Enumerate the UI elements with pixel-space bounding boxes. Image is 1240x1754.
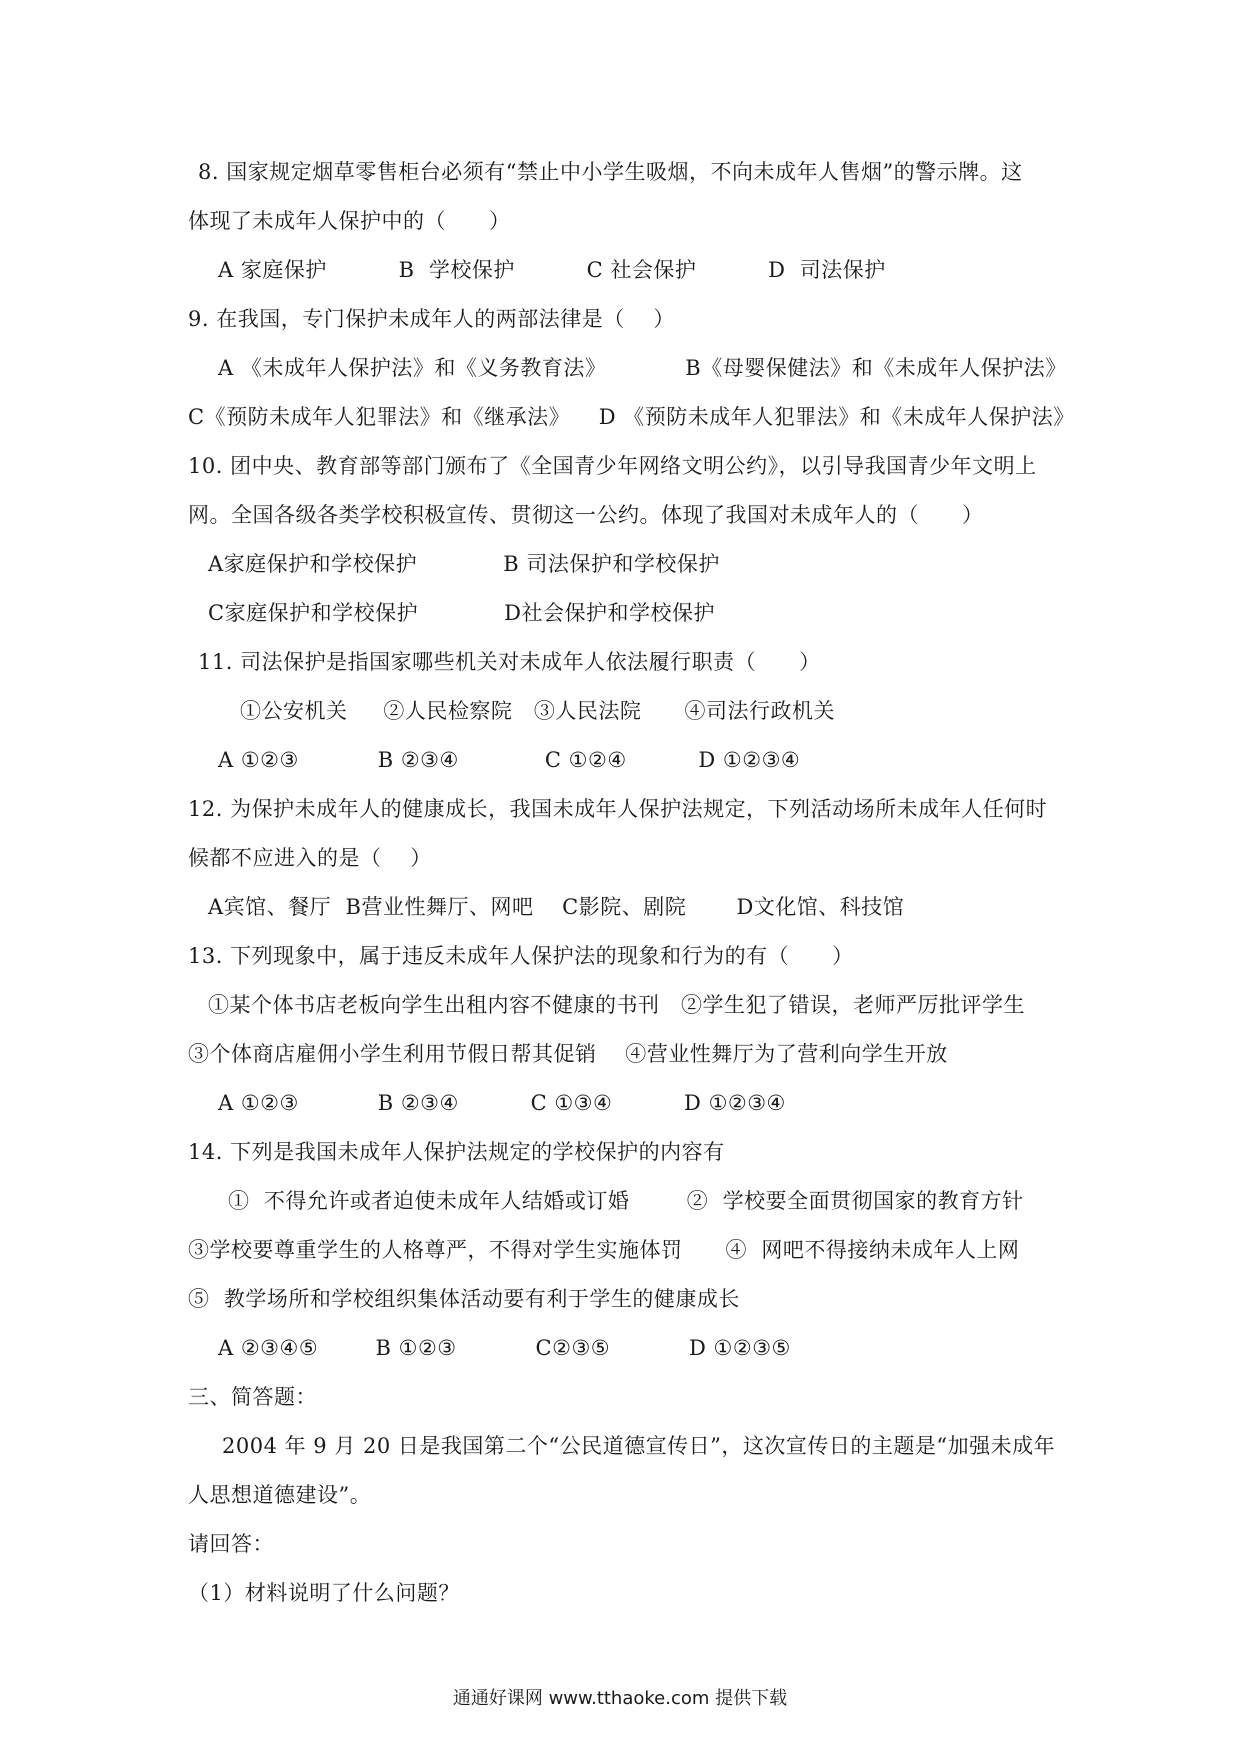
q14-items-line1: ① 不得允许或者迫使未成年人结婚或订婚 ② 学校要全面贯彻国家的教育方针 <box>228 1189 1024 1213</box>
q8-stem-line1: 8. 国家规定烟草零售柜台必须有“禁止中小学生吸烟，不向未成年人售烟”的警示牌。这 <box>198 160 1023 184</box>
q10-options-line2: C家庭保护和学校保护 D社会保护和学校保护 <box>208 601 716 625</box>
material-line1: 2004 年 9 月 20 日是我国第二个“公民道德宣传日”，这次宣传日的主题是“加强未成年 <box>222 1434 1056 1458</box>
q14-items-line3: ⑤ 教学场所和学校组织集体活动要有利于学生的健康成长 <box>188 1287 740 1311</box>
q13-items-line1: ①某个体书店老板向学生出租内容不健康的书刊 ②学生犯了错误，老师严厉批评学生 <box>208 993 1026 1017</box>
q13-stem: 13. 下列现象中，属于违反未成年人保护法的现象和行为的有（ ） <box>188 944 854 968</box>
q12-stem-line2: 候都不应进入的是（ ） <box>188 846 432 870</box>
q10-stem-line2: 网。全国各级各类学校积极宣传、贯彻这一公约。体现了我国对未成年人的（ ） <box>188 503 984 527</box>
q11-items: ①公安机关 ②人民检察院 ③人民法院 ④司法行政机关 <box>240 699 835 723</box>
q13-options: A ①②③ B ②③④ C ①③④ D ①②③④ <box>218 1091 786 1115</box>
q11-options: A ①②③ B ②③④ C ①②④ D ①②③④ <box>218 748 801 772</box>
q8-stem-line2: 体现了未成年人保护中的（ ） <box>188 209 511 233</box>
q9-options-line2: C《预防未成年人犯罪法》和《继承法》 D 《预防未成年人犯罪法》和《未成年人保护法》 <box>188 405 1075 429</box>
q12-stem-line1: 12. 为保护未成年人的健康成长，我国未成年人保护法规定，下列活动场所未成年人任何时 <box>188 797 1048 821</box>
q11-stem: 11. 司法保护是指国家哪些机关对未成年人依法履行职责（ ） <box>198 650 821 674</box>
q14-items-line2: ③学校要尊重学生的人格尊严，不得对学生实施体罚 ④ 网吧不得接纳未成年人上网 <box>188 1238 1020 1262</box>
q9-options-line1: A 《未成年人保护法》和《义务教育法》 B《母婴保健法》和《未成年人保护法》 <box>218 356 1067 380</box>
sub-question-1: （1）材料说明了什么问题？ <box>188 1581 460 1605</box>
q10-options-line1: A家庭保护和学校保护 B 司法保护和学校保护 <box>208 552 720 576</box>
q8-options: A 家庭保护 B 学校保护 C 社会保护 D 司法保护 <box>218 258 886 282</box>
q12-options: A宾馆、餐厅 B营业性舞厅、网吧 C影院、剧院 D文化馆、科技馆 <box>208 895 905 919</box>
q14-stem: 14. 下列是我国未成年人保护法规定的学校保护的内容有 <box>188 1140 725 1164</box>
material-line2: 人思想道德建设”。 <box>188 1483 372 1507</box>
q13-items-line2: ③个体商店雇佣小学生利用节假日帮其促销 ④营业性舞厅为了营利向学生开放 <box>188 1042 948 1066</box>
answer-prompt: 请回答： <box>188 1532 274 1556</box>
q14-options: A ②③④⑤ B ①②③ C②③⑤ D ①②③⑤ <box>218 1336 791 1360</box>
section-heading: 三、简答题： <box>188 1385 317 1409</box>
q9-stem: 9. 在我国，专门保护未成年人的两部法律是（ ） <box>188 307 675 331</box>
q10-stem-line1: 10. 团中央、教育部等部门颁布了《全国青少年网络文明公约》，以引导我国青少年文明上 <box>188 454 1037 478</box>
page-footer: 通通好课网 www.tthaoke.com 提供下载 <box>452 1688 788 1709</box>
